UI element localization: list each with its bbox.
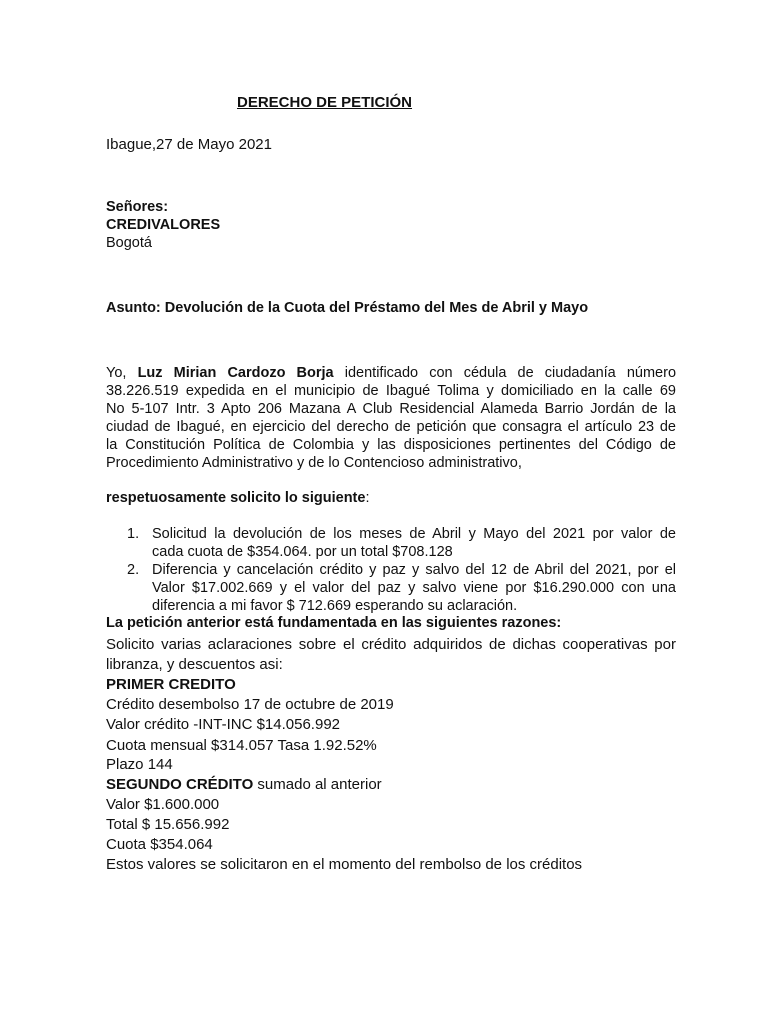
intro-paragraph bbox=[106, 364, 676, 472]
intro-line-1: Yo, Luz Mirian Cardozo Borja identificado con cédula de ciudadanía número bbox=[106, 365, 677, 381]
intro-line-6: Procedimiento Administrativo y de lo Contencioso administrativo, bbox=[106, 455, 522, 471]
list-item: 2. Diferencia y cancelación crédito y paz y salvo del 12 de Abril del 2021, por el Valor $17.002.669 y el valor del paz y salvo viene por $16.290.000 con una diferencia a mi favor $ 712.669 esperando su aclaración. bbox=[127, 562, 676, 614]
first-credit-fee: Cuota mensual $314.057 Tasa 1.92.52% bbox=[106, 737, 377, 754]
first-credit-term: Plazo 144 bbox=[106, 756, 173, 773]
intro-line-5: la Constitución Política de Colombia y las disposiciones pertinentes del Código de bbox=[106, 437, 676, 453]
reasons-paragraph: Solicito varias aclaraciones sobre el crédito adquiridos de dichas cooperativas por libranza, y descuentos asi: bbox=[106, 636, 676, 673]
recipient-company: CREDIVALORES bbox=[106, 217, 221, 233]
list-item: 1. Solicitud la devolución de los meses de Abril y Mayo del 2021 por valor de cada cuota de $354.064. por un total $708.128 bbox=[127, 526, 676, 560]
second-credit-heading: SEGUNDO CRÉDITO sumado al anterior bbox=[106, 776, 382, 793]
second-credit-total: Total $ 15.656.992 bbox=[106, 816, 230, 833]
intro-line-2: 38.226.519 expedida en el municipio de Ibagué Tolima y domiciliado en la calle 69 bbox=[106, 383, 676, 399]
recipient-city: Bogotá bbox=[106, 235, 152, 251]
recipient-salutation: Señores: bbox=[106, 199, 169, 215]
document-title: DERECHO DE PETICIÓN bbox=[237, 94, 413, 111]
first-credit-value: Valor crédito -INT-INC $14.056.992 bbox=[106, 716, 341, 733]
request-heading: respetuosamente solicito lo siguiente: bbox=[106, 490, 370, 506]
request-list bbox=[127, 525, 676, 615]
reasons-heading: La petición anterior está fundamentada en las siguientes razones: bbox=[106, 615, 562, 631]
second-credit-fee: Cuota $354.064 bbox=[106, 836, 213, 853]
second-credit-value: Valor $1.600.000 bbox=[106, 796, 220, 813]
intro-line-4: ciudad de Ibagué, en ejercicio del derecho de petición que consagra el artículo 23 de bbox=[106, 419, 676, 435]
intro-line-3: No 5-107 Intr. 3 Apto 206 Mazana A Club Residencial Alameda Barrio Jordán de la bbox=[106, 401, 676, 417]
subject-line: Asunto: Devolución de la Cuota del Préstamo del Mes de Abril y Mayo bbox=[106, 300, 589, 316]
first-credit-heading: PRIMER CREDITO bbox=[106, 676, 236, 693]
closing-note: Estos valores se solicitaron en el momento del rembolso de los créditos bbox=[106, 856, 583, 873]
petitioner-name: Luz Mirian Cardozo Borja bbox=[137, 365, 334, 381]
first-credit-disbursement: Crédito desembolso 17 de octubre de 2019 bbox=[106, 696, 394, 713]
place-date: Ibague,27 de Mayo 2021 bbox=[106, 136, 272, 153]
